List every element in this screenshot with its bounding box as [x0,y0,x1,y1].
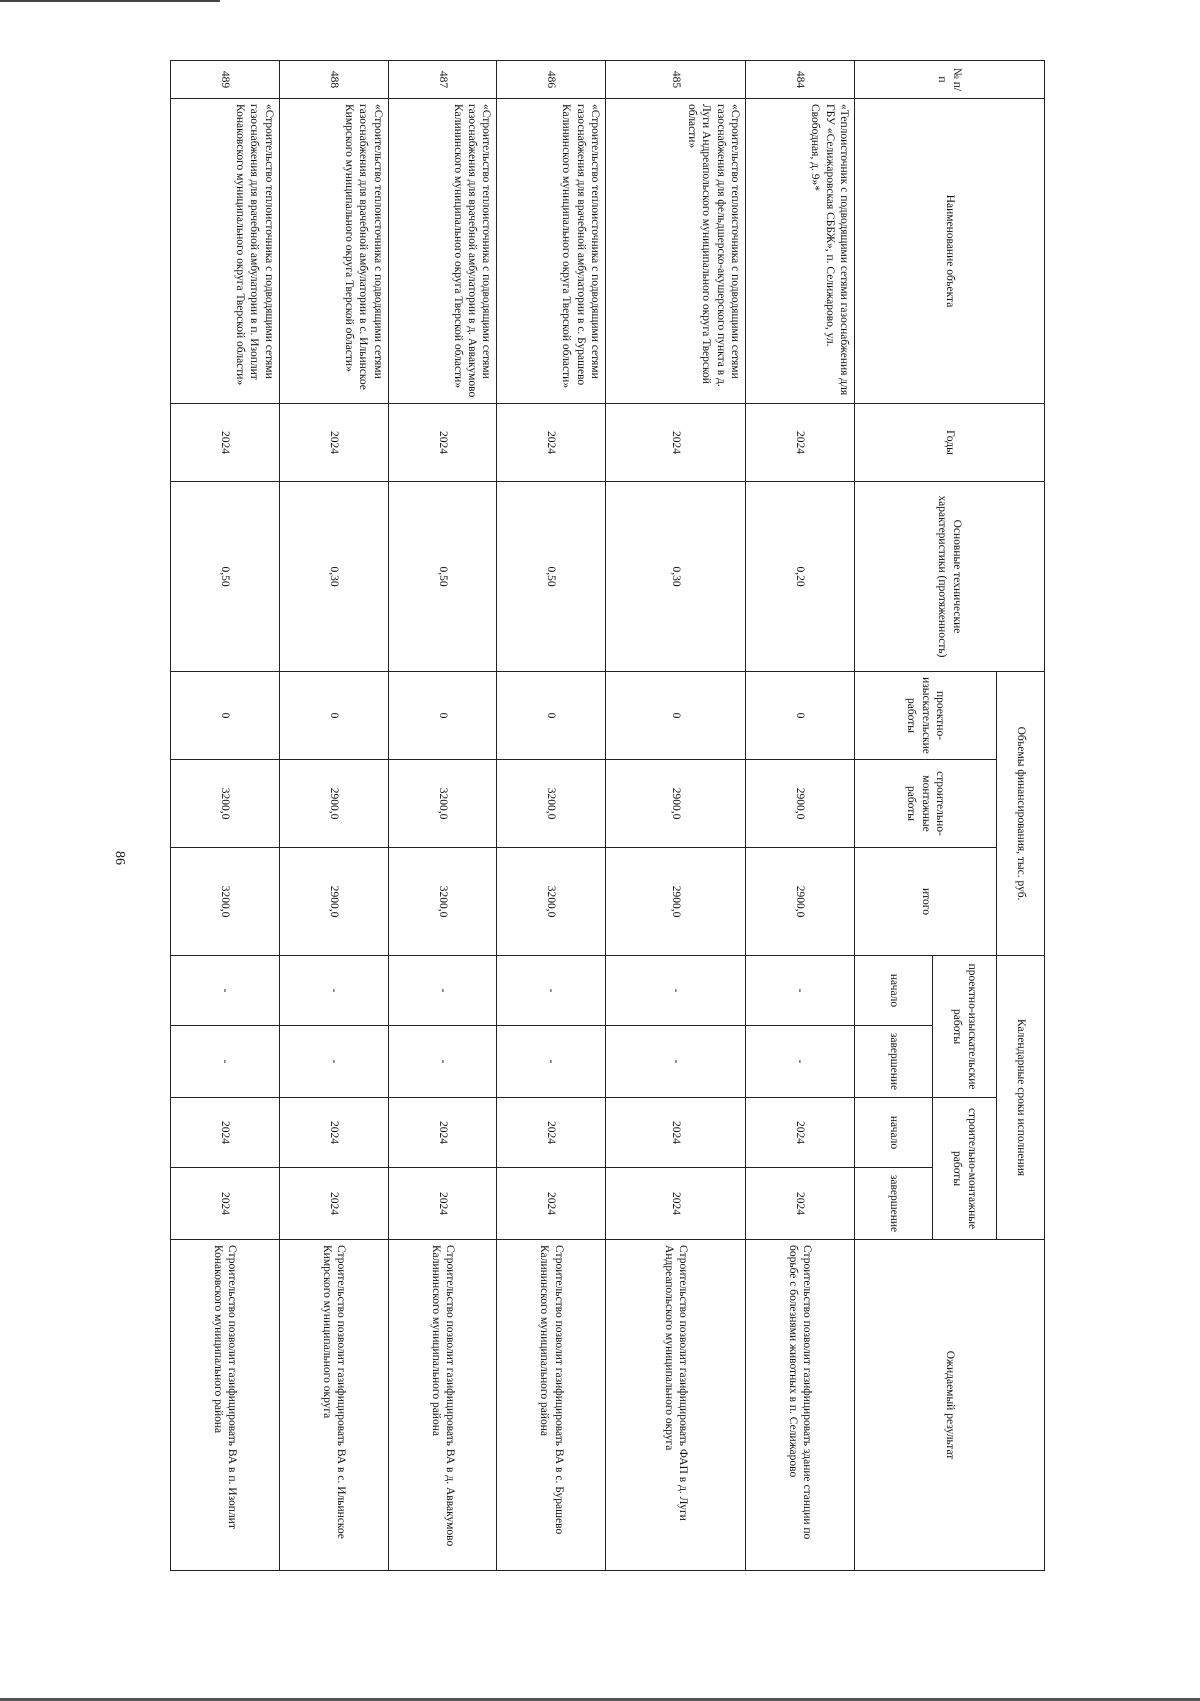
cell-result: Строительство позволит газифицировать ВА в с. Ильинское Кимрского муниципального округа [279,1240,388,1571]
cell-name: «Строительство теплоисточника с подводящими сетями газоснабжения для врачебной амбулатории в с. Ильинское Кимрского муниципального округа Тверской области» [279,99,388,404]
header-fin-design: проектно-изыскательские работы [855,672,997,760]
header-financing: Объемы финансирования, тыс. руб. [997,672,1045,956]
cell-design-start: - [171,956,280,1026]
cell-tech: 0,30 [279,482,388,672]
header-constr-start: начало [855,1098,933,1168]
table-row [746,61,855,1571]
header-constr-end: завершение [855,1168,933,1240]
cell-fin-total: 3200,0 [171,848,280,956]
cell-design-end: - [279,1026,388,1098]
cell-fin-total: 2900,0 [746,848,855,956]
cell-fin-construction: 2900,0 [606,760,746,848]
header-design-start: начало [855,956,933,1026]
header-terms-construction: строительно-монтажные работы [933,1098,997,1240]
header-terms-design: проектно-изыскательские работы [933,956,997,1098]
cell-tech: 0,30 [606,482,746,672]
cell-constr-end: 2024 [606,1168,746,1240]
cell-design-end: - [497,1026,606,1098]
header-fin-construction: строительно-монтажные работы [855,760,997,848]
cell-fin-construction: 3200,0 [497,760,606,848]
cell-years: 2024 [746,404,855,482]
cell-num: 485 [606,61,746,99]
cell-constr-start: 2024 [606,1098,746,1168]
header-num: № п/п [855,61,1045,99]
cell-num: 488 [279,61,388,99]
cell-design-end: - [388,1026,497,1098]
table-row [171,61,280,1571]
cell-tech: 0,50 [388,482,497,672]
header-name: Наименование объекта [855,99,1045,404]
cell-design-end: - [606,1026,746,1098]
header-fin-total: итого [855,848,997,956]
cell-design-end: - [746,1026,855,1098]
cell-fin-construction: 3200,0 [171,760,280,848]
cell-tech: 0,20 [746,482,855,672]
rotated-sheet [170,60,1045,1570]
cell-num: 489 [171,61,280,99]
cell-constr-start: 2024 [171,1098,280,1168]
cell-fin-total: 3200,0 [497,848,606,956]
cell-years: 2024 [606,404,746,482]
cell-years: 2024 [388,404,497,482]
cell-design-start: - [279,956,388,1026]
cell-fin-construction: 3200,0 [388,760,497,848]
cell-design-start: - [606,956,746,1026]
cell-fin-design: 0 [497,672,606,760]
cell-years: 2024 [497,404,606,482]
cell-tech: 0,50 [171,482,280,672]
cell-constr-end: 2024 [279,1168,388,1240]
header-terms: Календарные сроки исполнения [997,956,1045,1240]
cell-fin-design: 0 [606,672,746,760]
table-row [497,61,606,1571]
cell-design-start: - [388,956,497,1026]
table-row [388,61,497,1571]
cell-name: «Строительство теплоисточника с подводящими сетями газоснабжения для фельдшерско-акушерского пункта в д. Луги Андреапольского муниципального округа Тверской области» [606,99,746,404]
cell-constr-start: 2024 [497,1098,606,1168]
cell-constr-end: 2024 [171,1168,280,1240]
cell-fin-total: 2900,0 [606,848,746,956]
cell-name: «Строительство теплоисточника с подводящими сетями газоснабжения для врачебной амбулатории в с. Бурашево Калининского муниципального округа Тверской области» [497,99,606,404]
cell-design-end: - [171,1026,280,1098]
cell-name: «Строительство теплоисточника с подводящими сетями газоснабжения для врачебной амбулатории в д. Аввакумово Калининского муниципального округа Тверской области» [388,99,497,404]
cell-result: Строительство позволит газифицировать ФАП в д. Луги Андреапольского муниципального округа [606,1240,746,1571]
cell-years: 2024 [171,404,280,482]
cell-constr-start: 2024 [746,1098,855,1168]
cell-fin-design: 0 [746,672,855,760]
page-number: 86 [112,851,127,865]
cell-result: Строительство позволит газифицировать ВА в д. Аввакумово Калининского муниципального района [388,1240,497,1571]
header-result: Ожидаемый результат [855,1240,1045,1571]
financing-table [170,60,1045,1571]
cell-tech: 0,50 [497,482,606,672]
cell-result: Строительство позволит газифицировать ВА в п. Изоплит Конаковского муниципального района [171,1240,280,1571]
table-row [606,61,746,1571]
cell-fin-total: 2900,0 [279,848,388,956]
cell-fin-design: 0 [171,672,280,760]
cell-design-start: - [497,956,606,1026]
header-tech: Основные технические характеристики (протяженность) [855,482,1045,672]
cell-constr-end: 2024 [746,1168,855,1240]
cell-years: 2024 [279,404,388,482]
cell-result: Строительство позволит газифицировать здание станции по борьбе с болезнями животных в п. Селижарово [746,1240,855,1571]
cell-fin-design: 0 [388,672,497,760]
cell-constr-start: 2024 [388,1098,497,1168]
cell-num: 486 [497,61,606,99]
cell-name: «Теплоисточник с подводящими сетями газоснабжения для ГБУ «Селижаровская СББЖ», п. Селижарово, ул. Свободная, д. 9»* [746,99,855,404]
cell-num: 487 [388,61,497,99]
cell-result: Строительство позволит газифицировать ВА в с. Бурашево Калининского муниципального района [497,1240,606,1571]
table-row [279,61,388,1571]
header-design-end: завершение [855,1026,933,1098]
cell-fin-design: 0 [279,672,388,760]
cell-constr-start: 2024 [279,1098,388,1168]
cell-fin-construction: 2900,0 [279,760,388,848]
cell-design-start: - [746,956,855,1026]
cell-num: 484 [746,61,855,99]
cell-fin-construction: 2900,0 [746,760,855,848]
cell-constr-end: 2024 [497,1168,606,1240]
cell-fin-total: 3200,0 [388,848,497,956]
cell-name: «Строительство теплоисточника с подводящими сетями газоснабжения для врачебной амбулатории в п. Изоплит Конаковского муниципального округа Тверской области» [171,99,280,404]
scan-edge-top [0,0,220,2]
header-years: Годы [855,404,1045,482]
cell-constr-end: 2024 [388,1168,497,1240]
